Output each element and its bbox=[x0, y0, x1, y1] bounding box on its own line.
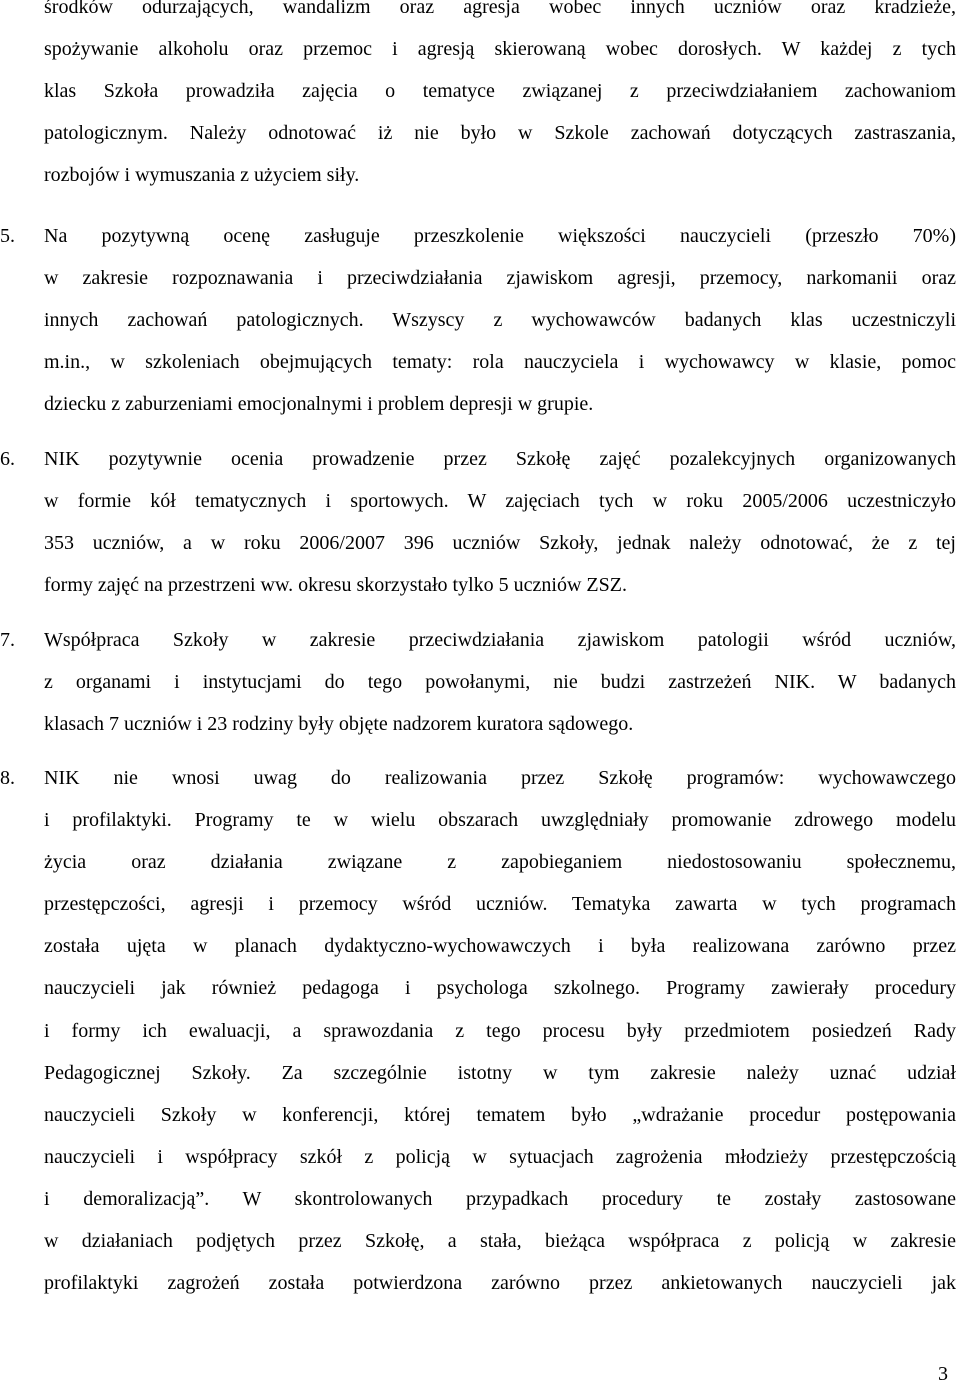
text-line: z organami i instytucjami do tego powołanymi, nie budzi zastrzeżeń NIK. W badanych bbox=[44, 671, 956, 694]
text-line: klasach 7 uczniów i 23 rodziny były objęte nadzorem kuratora sądowego. bbox=[44, 713, 634, 736]
paragraph-number: 7. bbox=[0, 629, 15, 651]
text-line: dziecku z zaburzeniami emocjonalnymi i problem depresji w grupie. bbox=[44, 393, 594, 416]
text-line: NIK nie wnosi uwag do realizowania przez Szkołę programów: wychowawczego bbox=[44, 767, 956, 789]
paragraph-number: 6. bbox=[0, 448, 15, 470]
text-line: rozbojów i wymuszania z użyciem siły. bbox=[44, 164, 360, 187]
text-line: Pedagogicznej Szkoły. Za szczególnie istotny w tym zakresie należy uznać udział bbox=[44, 1061, 956, 1084]
text-line: Na pozytywną ocenę zasługuje przeszkolenie większości nauczycieli (przeszło 70%) bbox=[44, 225, 956, 247]
text-line: w zakresie rozpoznawania i przeciwdziałania zjawiskom agresji, przemocy, narkomanii oraz bbox=[44, 267, 956, 290]
text-line: środków odurzających, wandalizm oraz agresja wobec innych uczniów oraz kradzieże, bbox=[44, 0, 956, 18]
text-line: i formy ich ewaluacji, a sprawozdania z tego procesu były przedmiotem posiedzeń Rady bbox=[44, 1019, 956, 1042]
text-line: życia oraz działania związane z zapobieganiem niedostosowaniu społecznemu, bbox=[44, 851, 956, 874]
text-line: innych zachowań patologicznych. Wszyscy z wychowawców badanych klas uczestniczyli bbox=[44, 309, 956, 332]
text-line: spożywanie alkoholu oraz przemoc i agresją skierowaną wobec dorosłych. W każdej z tych bbox=[44, 38, 956, 61]
text-line: nauczycieli jak również pedagoga i psychologa szkolnego. Programy zawierały procedury bbox=[44, 977, 956, 1000]
text-line: klas Szkoła prowadziła zajęcia o tematyce związanej z przeciwdziałaniem zachowaniom bbox=[44, 80, 956, 103]
paragraph-number: 5. bbox=[0, 225, 15, 247]
paragraph-first-line bbox=[0, 438, 956, 480]
text-line: nauczycieli i współpracy szkół z policją w sytuacjach zagrożenia młodzieży przestępczością bbox=[44, 1145, 956, 1168]
paragraph-number: 8. bbox=[0, 767, 15, 789]
text-line: formy zajęć na przestrzeni ww. okresu skorzystało tylko 5 uczniów ZSZ. bbox=[44, 574, 627, 597]
paragraph-first-line bbox=[0, 757, 956, 799]
text-line: profilaktyki zagrożeń została potwierdzona zarówno przez ankietowanych nauczycieli jak bbox=[44, 1272, 956, 1295]
text-line: w działaniach podjętych przez Szkołę, a stała, bieżąca współpraca z policją w zakresie bbox=[44, 1230, 956, 1253]
text-line: została ujęta w planach dydaktyczno-wychowawczych i była realizowana zarówno przez bbox=[44, 935, 956, 958]
page-number: 3 bbox=[938, 1363, 948, 1385]
paragraph-first-line bbox=[0, 215, 956, 257]
text-line: m.in., w szkoleniach obejmujących tematy: rola nauczyciela i wychowawcy w klasie, pomoc bbox=[44, 351, 956, 374]
paragraph-7 bbox=[0, 619, 956, 745]
paragraph-continuation bbox=[44, 0, 956, 196]
text-line: przestępczości, agresji i przemocy wśród uczniów. Tematyka zawarta w tych programach bbox=[44, 893, 956, 916]
text-line: patologicznym. Należy odnotować iż nie było w Szkole zachowań dotyczących zastraszania, bbox=[44, 122, 956, 145]
text-line: w formie kół tematycznych i sportowych. W zajęciach tych w roku 2005/2006 uczestniczyło bbox=[44, 490, 956, 513]
paragraph-6 bbox=[0, 438, 956, 606]
paragraph-8 bbox=[0, 757, 956, 1304]
text-line: i demoralizacją”. W skontrolowanych przypadkach procedury te zostały zastosowane bbox=[44, 1187, 956, 1210]
text-line: NIK pozytywnie ocenia prowadzenie przez Szkołę zajęć pozalekcyjnych organizowanych bbox=[44, 448, 956, 470]
text-line: nauczycieli Szkoły w konferencji, której tematem było „wdrażanie procedur postępowania bbox=[44, 1103, 956, 1126]
text-line: 353 uczniów, a w roku 2006/2007 396 uczniów Szkoły, jednak należy odnotować, że z tej bbox=[44, 532, 956, 555]
text-line: Współpraca Szkoły w zakresie przeciwdziałania zjawiskom patologii wśród uczniów, bbox=[44, 629, 956, 651]
text-line: i profilaktyki. Programy te w wielu obszarach uwzględniały promowanie zdrowego modelu bbox=[44, 809, 956, 832]
paragraph-5 bbox=[0, 215, 956, 425]
paragraph-first-line bbox=[0, 619, 956, 661]
